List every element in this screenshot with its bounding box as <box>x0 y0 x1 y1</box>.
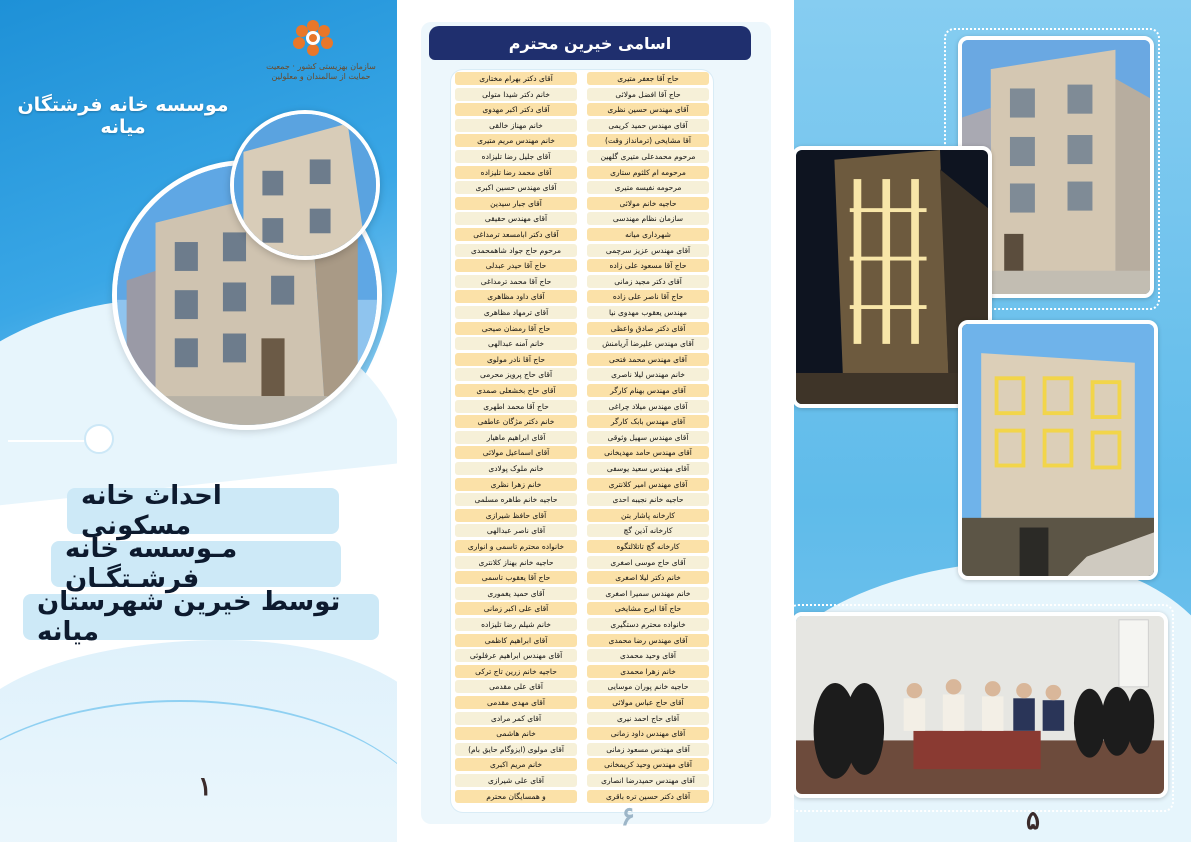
donor-row <box>455 556 709 570</box>
donor-name-right: مرحومه ام کلثوم ستاری <box>587 166 709 179</box>
photo-building-lit <box>958 320 1158 580</box>
donors-panel <box>397 0 794 842</box>
organization-title: موسسه خانه فرشتگان میانه <box>17 94 229 138</box>
donor-row <box>455 353 709 367</box>
donor-row <box>455 571 709 585</box>
donor-row <box>455 384 709 398</box>
donor-name-right: مرحومه نفیسه متیری <box>587 181 709 194</box>
donor-name-left: آقای علی مقدمی <box>455 680 577 693</box>
donor-name-right: مهندس یعقوب مهدوی نیا <box>587 306 709 319</box>
donor-row <box>455 431 709 445</box>
headline-line-3: توسط خیرین شهرستان میانه <box>23 594 379 640</box>
donor-name-right: آقای مهندس بهنام کارگر <box>587 384 709 397</box>
donor-name-left: حاجیه خانم زرین تاج ترکی <box>455 665 577 678</box>
donor-name-right: خانم مهندس لیلا ناصری <box>587 368 709 381</box>
donor-name-right: آقای مهندس داود زمانی <box>587 727 709 740</box>
organization-logo <box>266 16 376 92</box>
donor-name-left: خانم مهناز خالقی <box>455 119 577 132</box>
donor-name-right: آقای دکتر مجید زمانی <box>587 275 709 288</box>
donor-name-left: آقای علی شیرازی <box>455 774 577 787</box>
donor-name-left: حاج آقا نادر مولوی <box>455 353 577 366</box>
donor-name-left: خانم آمنه عبدالهی <box>455 337 577 350</box>
donor-name-left: و همسایگان محترم <box>455 790 577 803</box>
donor-name-left: آقای حمید یغموری <box>455 587 577 600</box>
donor-name-left: آقای جبار سیدین <box>455 197 577 210</box>
donor-name-left: حاج آقا رمضان صیحی <box>455 322 577 335</box>
donor-name-left: خانم مهندس مریم متیری <box>455 134 577 147</box>
donor-name-right: حاجیه خانم مولائی <box>587 197 709 210</box>
donor-name-left: آقای مهندس ابراهیم عرفلوئی <box>455 649 577 662</box>
donor-name-left: آقای ابراهیم کاظمی <box>455 634 577 647</box>
donor-name-left: آقای مهندس حسین اکبری <box>455 181 577 194</box>
donor-row <box>455 166 709 180</box>
logo-text: سازمان بهزیستی کشور · جمعیت حمایت از سالمندان و معلولین <box>266 62 376 81</box>
decor-line <box>8 440 92 442</box>
donor-name-left: حاج آقا محمد ترمداغی <box>455 275 577 288</box>
cover-panel <box>0 0 397 842</box>
donor-name-left: آقای دکتر اکبر مهدوی <box>455 103 577 116</box>
donor-name-left: آقای علی اکبر زمانی <box>455 602 577 615</box>
donor-name-left: آقای حافظ شیرازی <box>455 509 577 522</box>
donor-name-left: آقای جلیل رضا تلیزاده <box>455 150 577 163</box>
headline-line-1: احداث خانه مسکونی <box>67 488 339 534</box>
donor-row <box>455 478 709 492</box>
donor-name-right: حاجیه خانم نجیبه احدی <box>587 493 709 506</box>
donor-name-left: آقای ترمهاد مظاهری <box>455 306 577 319</box>
donor-row <box>455 446 709 460</box>
donor-row <box>455 618 709 632</box>
donor-name-right: آقای مهندس بابک کارگر <box>587 415 709 428</box>
donor-row <box>455 306 709 320</box>
donor-name-left: آقای حاج بخشعلی صمدی <box>455 384 577 397</box>
donor-name-right: حاج آقا ناصر علی زاده <box>587 290 709 303</box>
donor-name-right: خانم زهرا محمدی <box>587 665 709 678</box>
donor-row <box>455 290 709 304</box>
donor-name-right: آقای حاج عباس مولائی <box>587 696 709 709</box>
donor-name-right: آقای مهندس حمیدرضا انصاری <box>587 774 709 787</box>
donor-name-left: آقای محمد رضا تلیزاده <box>455 166 577 179</box>
donor-row <box>455 509 709 523</box>
donors-list <box>451 70 713 812</box>
donor-row <box>455 275 709 289</box>
donor-row <box>455 727 709 741</box>
donor-row <box>455 259 709 273</box>
donor-row <box>455 228 709 242</box>
donor-row <box>455 72 709 86</box>
donor-row <box>455 88 709 102</box>
donor-row <box>455 790 709 804</box>
donor-name-left: خانم دکتر مژگان عاطفی <box>455 415 577 428</box>
donor-row <box>455 337 709 351</box>
donor-name-right: حاج آقا ایرج مشایخی <box>587 602 709 615</box>
donor-row <box>455 197 709 211</box>
donor-row <box>455 712 709 726</box>
donor-name-left: حاج آقا حیدر عبدلی <box>455 259 577 272</box>
donor-name-right: آقای دکتر صادق واعظی <box>587 322 709 335</box>
donor-name-right: آقای حاج موسی اصغری <box>587 556 709 569</box>
donor-row <box>455 758 709 772</box>
donor-name-right: کارخانه آذین گچ <box>587 524 709 537</box>
donor-name-right: خانم مهندس سمیرا اصغری <box>587 587 709 600</box>
headline-line-2: مـوسسه خانه فرشـتگـان <box>51 541 341 587</box>
donor-name-right: آقای دکتر حسین تره باقری <box>587 790 709 803</box>
donor-row <box>455 743 709 757</box>
donor-row <box>455 524 709 538</box>
donor-name-right: حاج آقا مسعود علی زاده <box>587 259 709 272</box>
donor-row <box>455 634 709 648</box>
donor-name-left: آقای کمر مرادی <box>455 712 577 725</box>
donor-name-right: آقای مهندس حسین نظری <box>587 103 709 116</box>
meeting-photo-icon <box>796 616 1164 794</box>
donor-row <box>455 665 709 679</box>
donor-name-right: آقای مهندس میلاد چراغی <box>587 400 709 413</box>
donor-name-right: خانواده محترم دستگیری <box>587 618 709 631</box>
donor-row <box>455 696 709 710</box>
donor-row <box>455 212 709 226</box>
donor-name-right: آقای مهندس حمید کریمی <box>587 119 709 132</box>
donor-row <box>455 774 709 788</box>
flower-logo-icon <box>290 18 336 60</box>
donor-name-left: آقای مهندس حقیقی <box>455 212 577 225</box>
donor-name-right: خانم دکتر لیلا اصغری <box>587 571 709 584</box>
donor-name-left: آقای دکتر بهرام مختاری <box>455 72 577 85</box>
donor-name-left: آقای مهدی مقدمی <box>455 696 577 709</box>
donor-name-right: آقای مهندس حامد مهدیخانی <box>587 446 709 459</box>
donor-row <box>455 150 709 164</box>
donor-name-left: خانم ملوک پولادی <box>455 462 577 475</box>
donor-row <box>455 368 709 382</box>
donor-name-right: آقای مهندس محمد فتحی <box>587 353 709 366</box>
donor-name-left: خانم زهرا نظری <box>455 478 577 491</box>
page-number-right: ۵ <box>1026 806 1040 836</box>
donor-name-left: آقای ابراهیم ماهیار <box>455 431 577 444</box>
page-number-left: ۱ <box>198 772 212 802</box>
donor-name-right: آقای مهندس امیر کلانتری <box>587 478 709 491</box>
building-lit-icon <box>962 324 1154 576</box>
donor-name-right: حاج آقا جعفر متیری <box>587 72 709 85</box>
donor-name-right: آقای وحید محمدی <box>587 649 709 662</box>
donor-name-right: آقای حاج احمد نیری <box>587 712 709 725</box>
donor-name-right: حاج آقا افضل مولائی <box>587 88 709 101</box>
donor-name-left: آقای ناصر عبدالهی <box>455 524 577 537</box>
donor-name-right: آقای مهندس مسعود زمانی <box>587 743 709 756</box>
donor-name-left: خانم دکتر شیدا متولی <box>455 88 577 101</box>
donor-name-left: حاج آقا یعقوب تاسمی <box>455 571 577 584</box>
donor-row <box>455 602 709 616</box>
donor-name-right: آقای مهندس علیرضا آریامنش <box>587 337 709 350</box>
photo-meeting <box>794 612 1168 798</box>
building-detail-icon <box>234 114 376 256</box>
donor-name-right: کارخانه گچ تاتلالتگوه <box>587 540 709 553</box>
donor-name-right: کارخانه پاشار بتن <box>587 509 709 522</box>
donor-name-left: مرحوم حاج جواد شاهمحمدی <box>455 244 577 257</box>
donor-row <box>455 400 709 414</box>
donor-name-left: آقای حاج پرویز محرمی <box>455 368 577 381</box>
donor-row <box>455 540 709 554</box>
donor-name-right: آقا مشایخی (ترمانداز وقت) <box>587 134 709 147</box>
donor-row <box>455 587 709 601</box>
donor-name-left: خانم مریم اکبری <box>455 758 577 771</box>
photos-panel <box>794 0 1191 842</box>
donor-name-right: آقای مهندس وحید کریمخانی <box>587 758 709 771</box>
donor-row <box>455 103 709 117</box>
donor-name-left: حاجیه خانم طاهره مسلمی <box>455 493 577 506</box>
donor-name-right: آقای مهندس سعید یوسفی <box>587 462 709 475</box>
donor-name-left: حاجیه خانم بهناز کلانتری <box>455 556 577 569</box>
donor-name-left: حاج آقا محمد اطهری <box>455 400 577 413</box>
donor-row <box>455 680 709 694</box>
donor-name-left: خانم شیلم رضا تلیزاده <box>455 618 577 631</box>
donor-row <box>455 493 709 507</box>
donor-row <box>455 134 709 148</box>
building-photo-small <box>230 110 380 260</box>
donor-name-right: حاجیه خانم پوران موسایی <box>587 680 709 693</box>
page-number-middle: ۶ <box>621 802 635 832</box>
donor-name-left: آقای دکتر ابامسعد ترمداغی <box>455 228 577 241</box>
donor-name-left: آقای داود مظاهری <box>455 290 577 303</box>
donor-name-right: آقای مهندس سهیل وثوقی <box>587 431 709 444</box>
donor-row <box>455 119 709 133</box>
donor-name-left: خانم هاشمی <box>455 727 577 740</box>
donor-row <box>455 322 709 336</box>
decor-ring <box>84 424 114 454</box>
donor-name-left: آقای مولوی (ایزوگام حایق بام) <box>455 743 577 756</box>
donor-name-right: سازمان نظام مهندسی <box>587 212 709 225</box>
donor-name-right: مرحوم محمدعلی متیری گلهین <box>587 150 709 163</box>
donor-row <box>455 244 709 258</box>
donor-row <box>455 415 709 429</box>
donor-name-right: آقای مهندس عزیز سرچمی <box>587 244 709 257</box>
donor-name-right: شهرداری میانه <box>587 228 709 241</box>
donor-row <box>455 649 709 663</box>
donor-name-left: آقای اسماعیل مولائی <box>455 446 577 459</box>
donors-header: اسامی خیرین محترم <box>429 26 751 60</box>
donor-row <box>455 181 709 195</box>
donor-row <box>455 462 709 476</box>
donor-name-left: خانواده محترم تاسمی و انواری <box>455 540 577 553</box>
donor-name-right: آقای مهندس رضا محمدی <box>587 634 709 647</box>
